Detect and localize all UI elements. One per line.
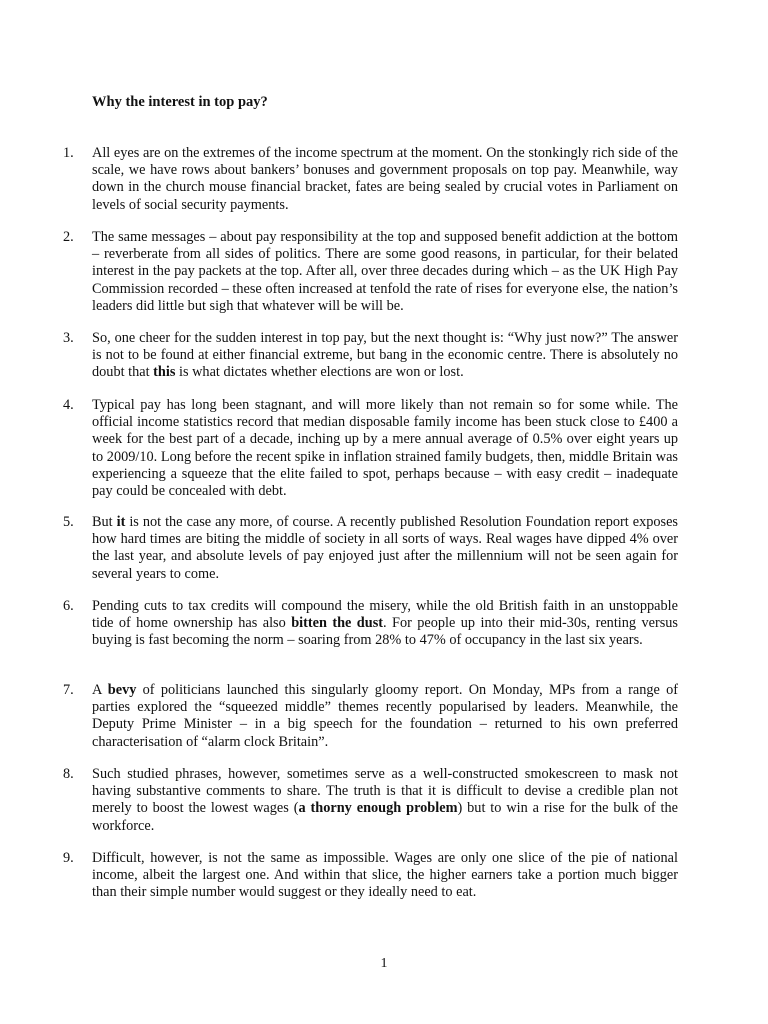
paragraph-text xyxy=(92,766,678,835)
paragraph-text xyxy=(92,682,678,751)
page-number: 1 xyxy=(380,956,388,971)
paragraph-text xyxy=(92,229,678,315)
paragraph-text xyxy=(92,598,678,650)
paragraph-number: 7. xyxy=(63,682,74,698)
paragraph-emphasis: this xyxy=(153,364,176,381)
paragraph-segment: All eyes are on the extremes of the income spectrum at the moment. On the stonkingly rich side of the scale, we have rows about bankers’ bonuses and government proposals on top pay. Meanwhile, way down in the church mouse financial bracket, fates are being sealed by crucial votes in Parliament on levels of social security payments. xyxy=(92,145,678,213)
paragraph-segment: is what dictates whether elections are won or lost. xyxy=(175,364,464,381)
paragraph-number: 4. xyxy=(63,397,74,413)
paragraph-text xyxy=(92,850,678,902)
paragraph-segment: Typical pay has long been stagnant, and will more likely than not remain so for some while. The official income statistics record that median disposable family income has been stuck close to £400 a week for the best part of a decade, inching up by a mere annual average of 0.5% over eight years up to 2009/10. Long before the recent spike in inflation strained family budgets, then, middle Britain was experiencing a squeeze that the elite failed to spot, perhaps because – with easy credit – inadequate pay could be concealed with debt. xyxy=(92,397,678,500)
paragraph-segment: The same messages – about pay responsibility at the top and supposed benefit addiction at the bottom – reverberate from all sides of politics. There are some good reasons, in particular, for their belated interest in the pay packets at the top. After all, over three decades during which – as the UK High Pay Commission recorded – these often increased at tenfold the rate of rises for everyone else, the nation’s leaders did little but sigh that whatever will be will be. xyxy=(92,229,678,314)
paragraph-number: 3. xyxy=(63,330,74,346)
paragraph-number: 5. xyxy=(63,514,74,530)
paragraph-segment: Such studied phrases, however, sometimes serve as a well-constructed smokescreen to mask not having substantive comments to share. The truth is that it is difficult to devise a credible plan not merely to boost the lowest wages ( xyxy=(92,766,678,817)
paragraph-segment: of politicians launched this singularly gloomy report. On Monday, MPs from a range of parties explored the “squeezed middle” themes recently popularised by leaders. Meanwhile, the Deputy Prime Minister – in a big speech for the foundation – returned to his own preferred characterisation of “alarm clock Britain”. xyxy=(92,682,678,750)
paragraph-text xyxy=(92,330,678,382)
paragraph-7 xyxy=(63,682,678,751)
paragraph-segment: Difficult, however, is not the same as impossible. Wages are only one slice of the pie of national income, albeit the largest one. And within that slice, the higher earners take a portion much bigger than their simple number would suggest or they ideally need to eat. xyxy=(92,850,678,901)
paragraph-text xyxy=(92,397,678,500)
paragraph-number: 1. xyxy=(63,145,74,161)
paragraph-number: 2. xyxy=(63,229,74,245)
paragraph-segment: . For people up into their mid-30s, renting versus buying is fast becoming the norm – soaring from 28% to 47% of occupancy in the last six years. xyxy=(92,615,678,649)
paragraph-emphasis: a thorny enough problem xyxy=(298,800,458,817)
paragraph-segment: But xyxy=(92,514,117,530)
paragraph-emphasis: bitten the dust xyxy=(291,615,384,632)
paragraph-5 xyxy=(63,514,678,583)
paragraph-segment: ) but to win a rise for the bulk of the workforce. xyxy=(92,800,678,834)
paragraph-8 xyxy=(63,766,678,835)
paragraph-number: 8. xyxy=(63,766,74,782)
paragraph-segment: is not the case any more, of course. A recently published Resolution Foundation report exposes how hard times are biting the middle of society in all sorts of ways. Real wages have dipped 4% over the last year, and absolute levels of pay enjoyed just after the millennium will not be seen again for several years to come. xyxy=(92,514,678,582)
paragraph-segment: So, one cheer for the sudden interest in top pay, but the next thought is: “Why just now?” The answer is not to be found at either financial extreme, but bang in the economic centre. There is absolutely no doubt that xyxy=(92,330,678,381)
paragraph-segment: Pending cuts to tax credits will compound the misery, while the old British faith in an unstoppable tide of home ownership has also xyxy=(92,598,678,632)
document-title: Why the interest in top pay? xyxy=(92,94,268,110)
paragraph-text xyxy=(92,145,678,214)
paragraph-4 xyxy=(63,397,678,500)
paragraph-2 xyxy=(63,229,678,315)
paragraph-3 xyxy=(63,330,678,382)
paragraph-emphasis: bevy xyxy=(107,682,137,698)
paragraph-number: 9. xyxy=(63,850,74,866)
paragraph-9 xyxy=(63,850,678,902)
paragraph-number: 6. xyxy=(63,598,74,614)
paragraph-text xyxy=(92,514,678,583)
paragraph-6 xyxy=(63,598,678,650)
paragraph-segment: A xyxy=(92,682,108,698)
paragraph-emphasis: it xyxy=(116,514,126,530)
paragraph-1 xyxy=(63,145,678,214)
